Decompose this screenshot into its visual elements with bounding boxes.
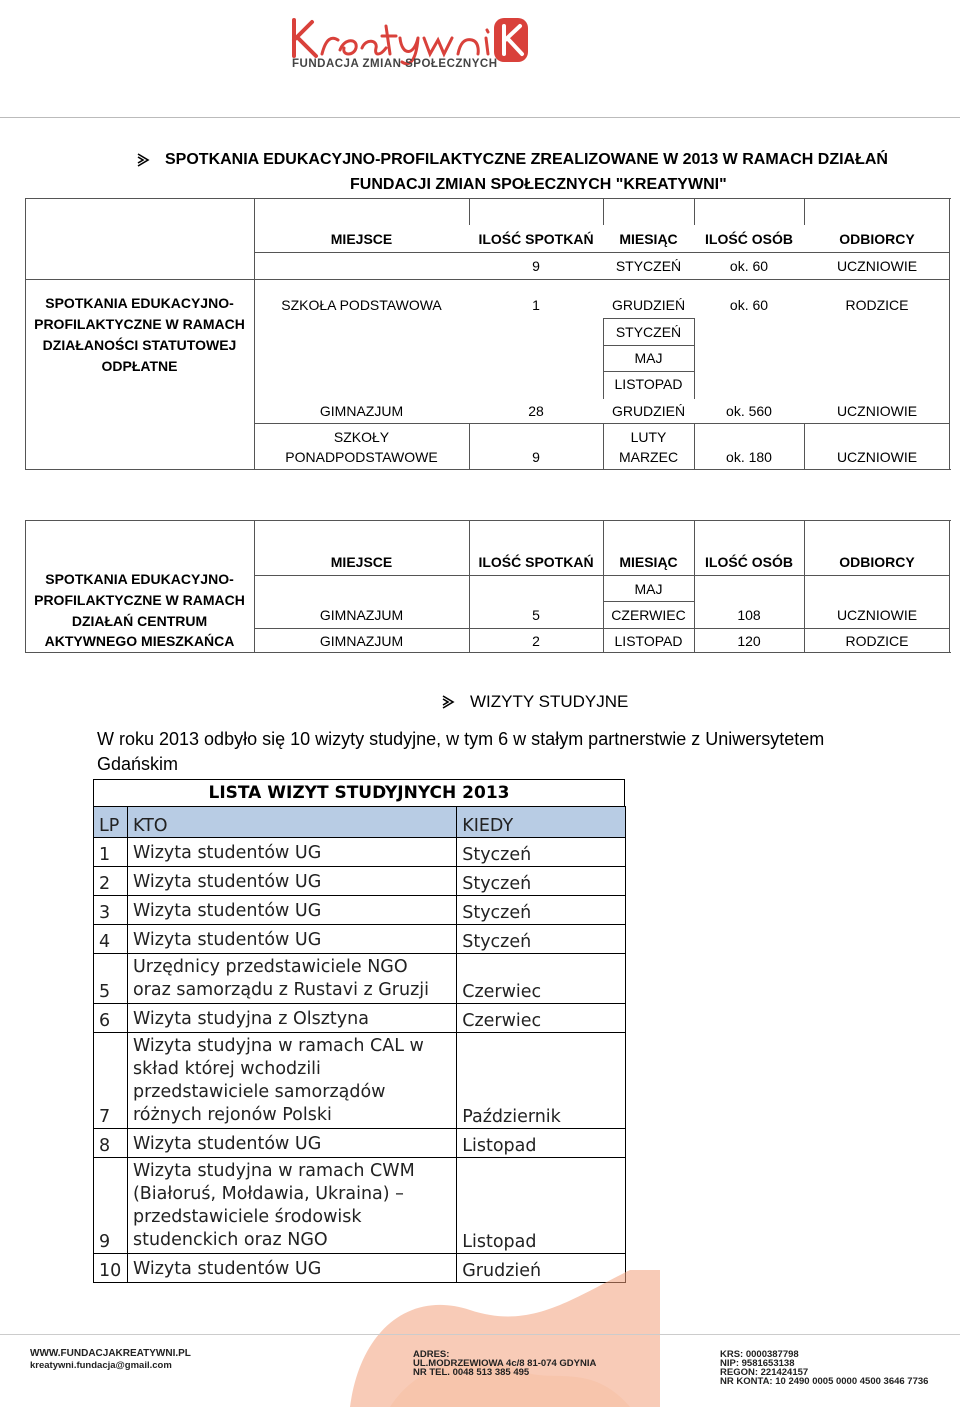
t1-r3-place: GIMNAZJUM bbox=[319, 403, 404, 419]
t2-col-header-people: ILOŚĆ OSÓB bbox=[705, 554, 793, 570]
study-row-kto bbox=[127, 1033, 456, 1129]
t1-r2-people: ok. 60 bbox=[729, 297, 769, 313]
table-row bbox=[94, 1158, 626, 1254]
t2-col-header-audience: ODBIORCY bbox=[839, 554, 915, 570]
footer-address-label: ADRES: bbox=[413, 1349, 450, 1360]
study-row-kto-line: oraz samorządu z Rustavi z Gruzji bbox=[132, 980, 430, 1000]
logo-subtitle: FUNDACJA ZMIAN SPOŁECZNYCH bbox=[292, 58, 498, 70]
study-row-kto-line: studenckich oraz NGO bbox=[132, 1230, 328, 1250]
study-row-kto bbox=[127, 1129, 456, 1158]
header-kiedy: KIEDY bbox=[457, 807, 626, 838]
study-row-kto-line: różnych rejonów Polski bbox=[132, 1105, 332, 1125]
t2-col-header-month: MIESIĄC bbox=[619, 554, 678, 570]
t1-r4-people: ok. 180 bbox=[726, 449, 772, 465]
study-row-kto-line: Wizyta studentów UG bbox=[132, 1134, 322, 1154]
footer-krs: KRS: 0000387798 bbox=[720, 1349, 799, 1360]
t1-r1-audience: UCZNIOWIE bbox=[836, 258, 918, 274]
centrum-side-label-3: DZIAŁAŃ CENTRUM bbox=[71, 613, 208, 629]
t2-r2-people: 120 bbox=[737, 633, 761, 649]
t2-col-header-count: ILOŚĆ SPOTKAŃ bbox=[478, 554, 594, 570]
study-row-kto bbox=[127, 1004, 456, 1033]
t1-r3-count: 28 bbox=[528, 403, 544, 419]
section2-intro-line2: Gdańskim bbox=[97, 754, 179, 774]
study-row-kto bbox=[127, 925, 456, 954]
t1-r3-month-2: MAJ bbox=[634, 350, 663, 366]
study-row-kto-line: Urzędnicy przedstawiciele NGO bbox=[132, 957, 408, 977]
footer-divider bbox=[0, 1334, 960, 1335]
study-row-kto bbox=[127, 954, 456, 1004]
centrum-side-label-2: PROFILAKTYCZNE W RAMACH bbox=[34, 592, 245, 608]
table-row bbox=[94, 1033, 626, 1129]
t2-r2-audience: RODZICE bbox=[845, 633, 909, 649]
t1-r4-month-1: LUTY bbox=[630, 429, 667, 445]
study-table-header-row bbox=[94, 807, 626, 838]
t1-r3-month-3: LISTOPAD bbox=[614, 376, 683, 392]
study-row-kiedy: Grudzień bbox=[457, 1254, 626, 1283]
study-row-kto bbox=[127, 1158, 456, 1254]
study-row-kto bbox=[127, 896, 456, 925]
t1-r2-count: 1 bbox=[532, 297, 540, 313]
study-row-kto-line: przedstawiciele samorządów bbox=[132, 1082, 386, 1102]
footer-phone: NR TEL. 0048 513 385 495 bbox=[413, 1367, 530, 1378]
header-divider bbox=[0, 117, 960, 118]
section2-title: WIZYTY STUDYJNE bbox=[470, 692, 629, 711]
study-row-lp: 8 bbox=[94, 1129, 128, 1158]
t2-r2-month: LISTOPAD bbox=[614, 633, 683, 649]
arrow-bullet-icon bbox=[136, 153, 150, 167]
t1-r1-count: 9 bbox=[532, 258, 540, 274]
study-row-kto-line: skład której wchodzili bbox=[132, 1059, 321, 1079]
footer-regon: REGON: 221424157 bbox=[720, 1367, 809, 1378]
t2-r1-place: GIMNAZJUM bbox=[319, 607, 404, 623]
t1-r4-audience: UCZNIOWIE bbox=[836, 449, 918, 465]
t1-r3-people: ok. 560 bbox=[726, 403, 772, 419]
section2-intro-line1: W roku 2013 odbyło się 10 wizyty studyjne, w tym 6 w stałym partnerstwie z Uniwersytetem bbox=[97, 729, 825, 749]
study-row-kiedy: Styczeń bbox=[457, 896, 626, 925]
t1-r2-month: GRUDZIEŃ bbox=[611, 297, 686, 313]
t2-col-header-place: MIEJSCE bbox=[330, 554, 393, 570]
study-row-lp: 6 bbox=[94, 1004, 128, 1033]
footer-website: WWW.FUNDACJAKREATYWNI.PL bbox=[30, 1348, 191, 1359]
study-row-lp: 9 bbox=[94, 1158, 128, 1254]
footer-address: UL.MODRZEWIOWA 4c/8 81-074 GDYNIA bbox=[413, 1358, 597, 1369]
table-row bbox=[94, 1004, 626, 1033]
study-row-kto-line: Wizyta studentów UG bbox=[132, 843, 322, 863]
study-row-lp: 7 bbox=[94, 1033, 128, 1129]
study-row-kiedy: Październik bbox=[457, 1033, 626, 1129]
footer-watermark bbox=[330, 1270, 660, 1407]
study-row-kto-line: Wizyta studentów UG bbox=[132, 872, 322, 892]
header-lp: LP bbox=[94, 807, 128, 838]
study-row-lp: 3 bbox=[94, 896, 128, 925]
study-table-caption: LISTA WIZYT STUDYJNYCH 2013 bbox=[208, 783, 510, 803]
t1-r4-count: 9 bbox=[532, 449, 540, 465]
statutory-side-label: SPOTKANIA EDUKACYJNO-PROFILAKTYCZNE W RAMACH DZIAŁANOŚCI STATUTOWEJ ODPŁATNE bbox=[34, 295, 245, 374]
study-row-lp: 10 bbox=[94, 1254, 128, 1283]
study-row-kto-line: Wizyta studyjna w ramach CAL w bbox=[132, 1036, 424, 1056]
t2-r1-people: 108 bbox=[737, 607, 761, 623]
centrum-side-label-4: AKTYWNEGO MIESZKAŃCA bbox=[44, 633, 235, 649]
col-header-place: MIEJSCE bbox=[330, 231, 393, 247]
study-row-lp: 1 bbox=[94, 838, 128, 867]
t2-r1-month-1: MAJ bbox=[634, 581, 663, 597]
study-row-kto-line: Wizyta studyjna z Olsztyna bbox=[132, 1009, 369, 1029]
footer-email: kreatywni.fundacja@gmail.com bbox=[30, 1360, 172, 1371]
study-row-kiedy: Styczeń bbox=[457, 838, 626, 867]
t1-r1-month: STYCZEŃ bbox=[615, 258, 682, 274]
t1-r4-place-2: PONADPODSTAWOWE bbox=[285, 449, 438, 465]
study-row-kiedy: Styczeń bbox=[457, 867, 626, 896]
arrow-bullet-icon bbox=[441, 695, 455, 709]
t1-r3-month-4: GRUDZIEŃ bbox=[611, 403, 686, 419]
t2-r1-month-2: CZERWIEC bbox=[611, 607, 686, 623]
t1-r3-audience: UCZNIOWIE bbox=[836, 403, 918, 419]
study-row-kto-line: Wizyta studentów UG bbox=[132, 930, 322, 950]
table-row bbox=[94, 838, 626, 867]
study-row-kto-line: (Białoruś, Mołdawia, Ukraina) – bbox=[132, 1184, 404, 1204]
study-row-kiedy: Styczeń bbox=[457, 925, 626, 954]
footer-nip: NIP: 9581653138 bbox=[720, 1358, 795, 1369]
study-table-grid bbox=[93, 806, 626, 1283]
study-row-kiedy: Czerwiec bbox=[457, 954, 626, 1004]
table-row bbox=[94, 925, 626, 954]
study-row-kto-line: przedstawiciele środowisk bbox=[132, 1207, 362, 1227]
section1-title-line1: SPOTKANIA EDUKACYJNO-PROFILAKTYCZNE ZREALIZOWANE W 2013 W RAMACH DZIAŁAŃ bbox=[165, 151, 888, 168]
study-row-kto bbox=[127, 867, 456, 896]
study-row-kto-line: Wizyta studentów UG bbox=[132, 901, 322, 921]
study-row-kto bbox=[127, 838, 456, 867]
table-row bbox=[94, 954, 626, 1004]
header-kto: KTO bbox=[127, 807, 456, 838]
table-row bbox=[94, 1129, 626, 1158]
study-row-kiedy: Listopad bbox=[457, 1129, 626, 1158]
t1-r3-month-1: STYCZEŃ bbox=[615, 324, 682, 340]
table-row bbox=[94, 896, 626, 925]
t2-r2-count: 2 bbox=[532, 633, 540, 649]
t1-r4-month-2: MARZEC bbox=[618, 449, 679, 465]
col-header-count: ILOŚĆ SPOTKAŃ bbox=[478, 231, 594, 247]
t2-r2-place: GIMNAZJUM bbox=[319, 633, 404, 649]
study-row-kto-line: Wizyta studentów UG bbox=[132, 1259, 322, 1279]
t1-r1-people: ok. 60 bbox=[729, 258, 769, 274]
table-row bbox=[94, 867, 626, 896]
col-header-month: MIESIĄC bbox=[619, 231, 678, 247]
col-header-people: ILOŚĆ OSÓB bbox=[705, 231, 793, 247]
t2-r1-audience: UCZNIOWIE bbox=[836, 607, 918, 623]
study-row-kiedy: Czerwiec bbox=[457, 1004, 626, 1033]
t2-r1-count: 5 bbox=[532, 607, 540, 623]
centrum-side-label-1: SPOTKANIA EDUKACYJNO- bbox=[45, 571, 234, 587]
study-row-lp: 4 bbox=[94, 925, 128, 954]
t1-r4-place-1: SZKOŁY bbox=[333, 429, 390, 445]
t1-r2-place: SZKOŁA PODSTAWOWA bbox=[281, 297, 442, 313]
study-row-lp: 5 bbox=[94, 954, 128, 1004]
study-row-lp: 2 bbox=[94, 867, 128, 896]
col-header-audience: ODBIORCY bbox=[839, 231, 915, 247]
t1-r2-audience: RODZICE bbox=[845, 297, 909, 313]
study-row-kto-line: Wizyta studyjna w ramach CWM bbox=[132, 1161, 415, 1181]
footer-bank-account: NR KONTA: 10 2490 0005 0000 4500 3646 7736 bbox=[720, 1376, 929, 1387]
study-row-kiedy: Listopad bbox=[457, 1158, 626, 1254]
section1-title-line2: FUNDACJI ZMIAN SPOŁECZNYCH "KREATYWNI" bbox=[350, 176, 727, 193]
